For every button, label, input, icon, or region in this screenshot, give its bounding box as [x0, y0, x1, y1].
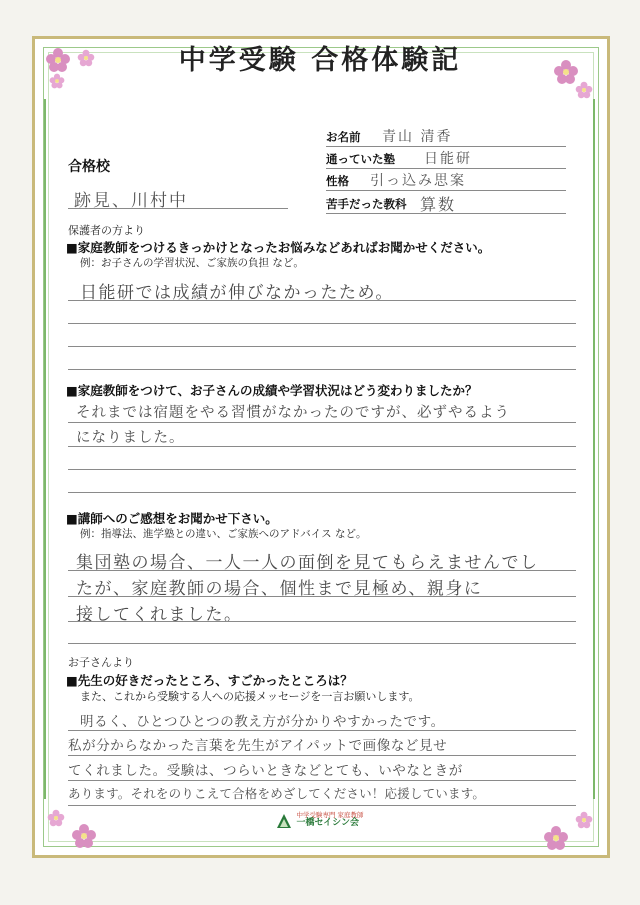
guardian-question-3: ■講師へのご感想をお聞かせ下さい。 — [66, 511, 278, 526]
guardian-answer-3-line: たが、家庭教師の場合、個性まで見極め、親身に — [76, 579, 483, 599]
guardian-answer-2-line: になりました。 — [76, 430, 185, 446]
cram-school-value: 日能研 — [424, 151, 472, 167]
personality-value: 引っ込み思案 — [370, 173, 466, 189]
guardian-question-2: ■家庭教師をつけて、お子さんの成績や学習状況はどう変わりましたか？ — [66, 383, 478, 398]
child-answer-line: 明るく、ひとつひとつの教え方が分かりやすかったです。 — [80, 714, 445, 730]
brand-name: 一橋セイシン会 — [296, 818, 359, 829]
brand-logo-icon — [276, 813, 292, 829]
child-question-1: ■先生の好きだったところ、すごかったところは？ — [66, 673, 353, 688]
guardian-question-3-example: 例：指導法、進学塾との違い、ご家族へのアドバイス など。 — [80, 528, 367, 540]
school-value: 跡見、川村中 — [74, 191, 188, 211]
cram-school-label: 通っていた塾 — [326, 152, 395, 166]
child-answer-line: 私が分からなかった言葉を先生がアイパットで画像など見せ — [68, 738, 448, 754]
flower-icon — [575, 81, 593, 99]
left-vine-decoration — [44, 99, 60, 799]
guardian-answer-3-line: 接してくれました。 — [76, 605, 243, 625]
child-answer-line: てくれました。受験は、つらいときなどとても、いやなときが — [68, 763, 463, 779]
brand-footer — [0, 812, 640, 833]
guardian-answer-2-line: それまでは宿題をやる習慣がなかったのですが、必ずやるよう — [76, 405, 510, 421]
guardian-question-1-example: 例：お子さんの学習状況、ご家族の負担 など。 — [80, 257, 304, 269]
weak-subject-value: 算数 — [420, 195, 457, 214]
guardian-question-1: ■家庭教師をつけるきっかけとなったお悩みなどあればお聞かせください。 — [66, 240, 491, 255]
guardian-answer-1-line: 日能研では成績が伸びなかったため。 — [80, 283, 394, 303]
school-label: 合格校 — [68, 159, 110, 175]
guardian-answer-3-line: 集団塾の場合、一人一人の面倒を見てもらえませんでし — [76, 553, 539, 573]
child-answer-line: あります。それをのりこえて合格をめざしてください！応援しています。 — [68, 786, 486, 801]
child-section-heading: お子さんより — [68, 656, 134, 669]
page-title: 中学受験 合格体験記 — [178, 45, 462, 76]
brand-tagline: 中学受験専門 家庭教師 — [296, 811, 364, 819]
name-value: 青山 清香 — [382, 129, 453, 145]
child-question-1-subtext: また、これから受験する人への応援メッセージを一言お願いします。 — [80, 690, 420, 703]
personality-label: 性格 — [326, 174, 349, 188]
name-label: お名前 — [326, 130, 361, 144]
guardian-section-heading: 保護者の方より — [68, 224, 145, 237]
weak-subject-label: 苦手だった教科 — [326, 197, 407, 211]
right-vine-decoration — [593, 99, 609, 799]
